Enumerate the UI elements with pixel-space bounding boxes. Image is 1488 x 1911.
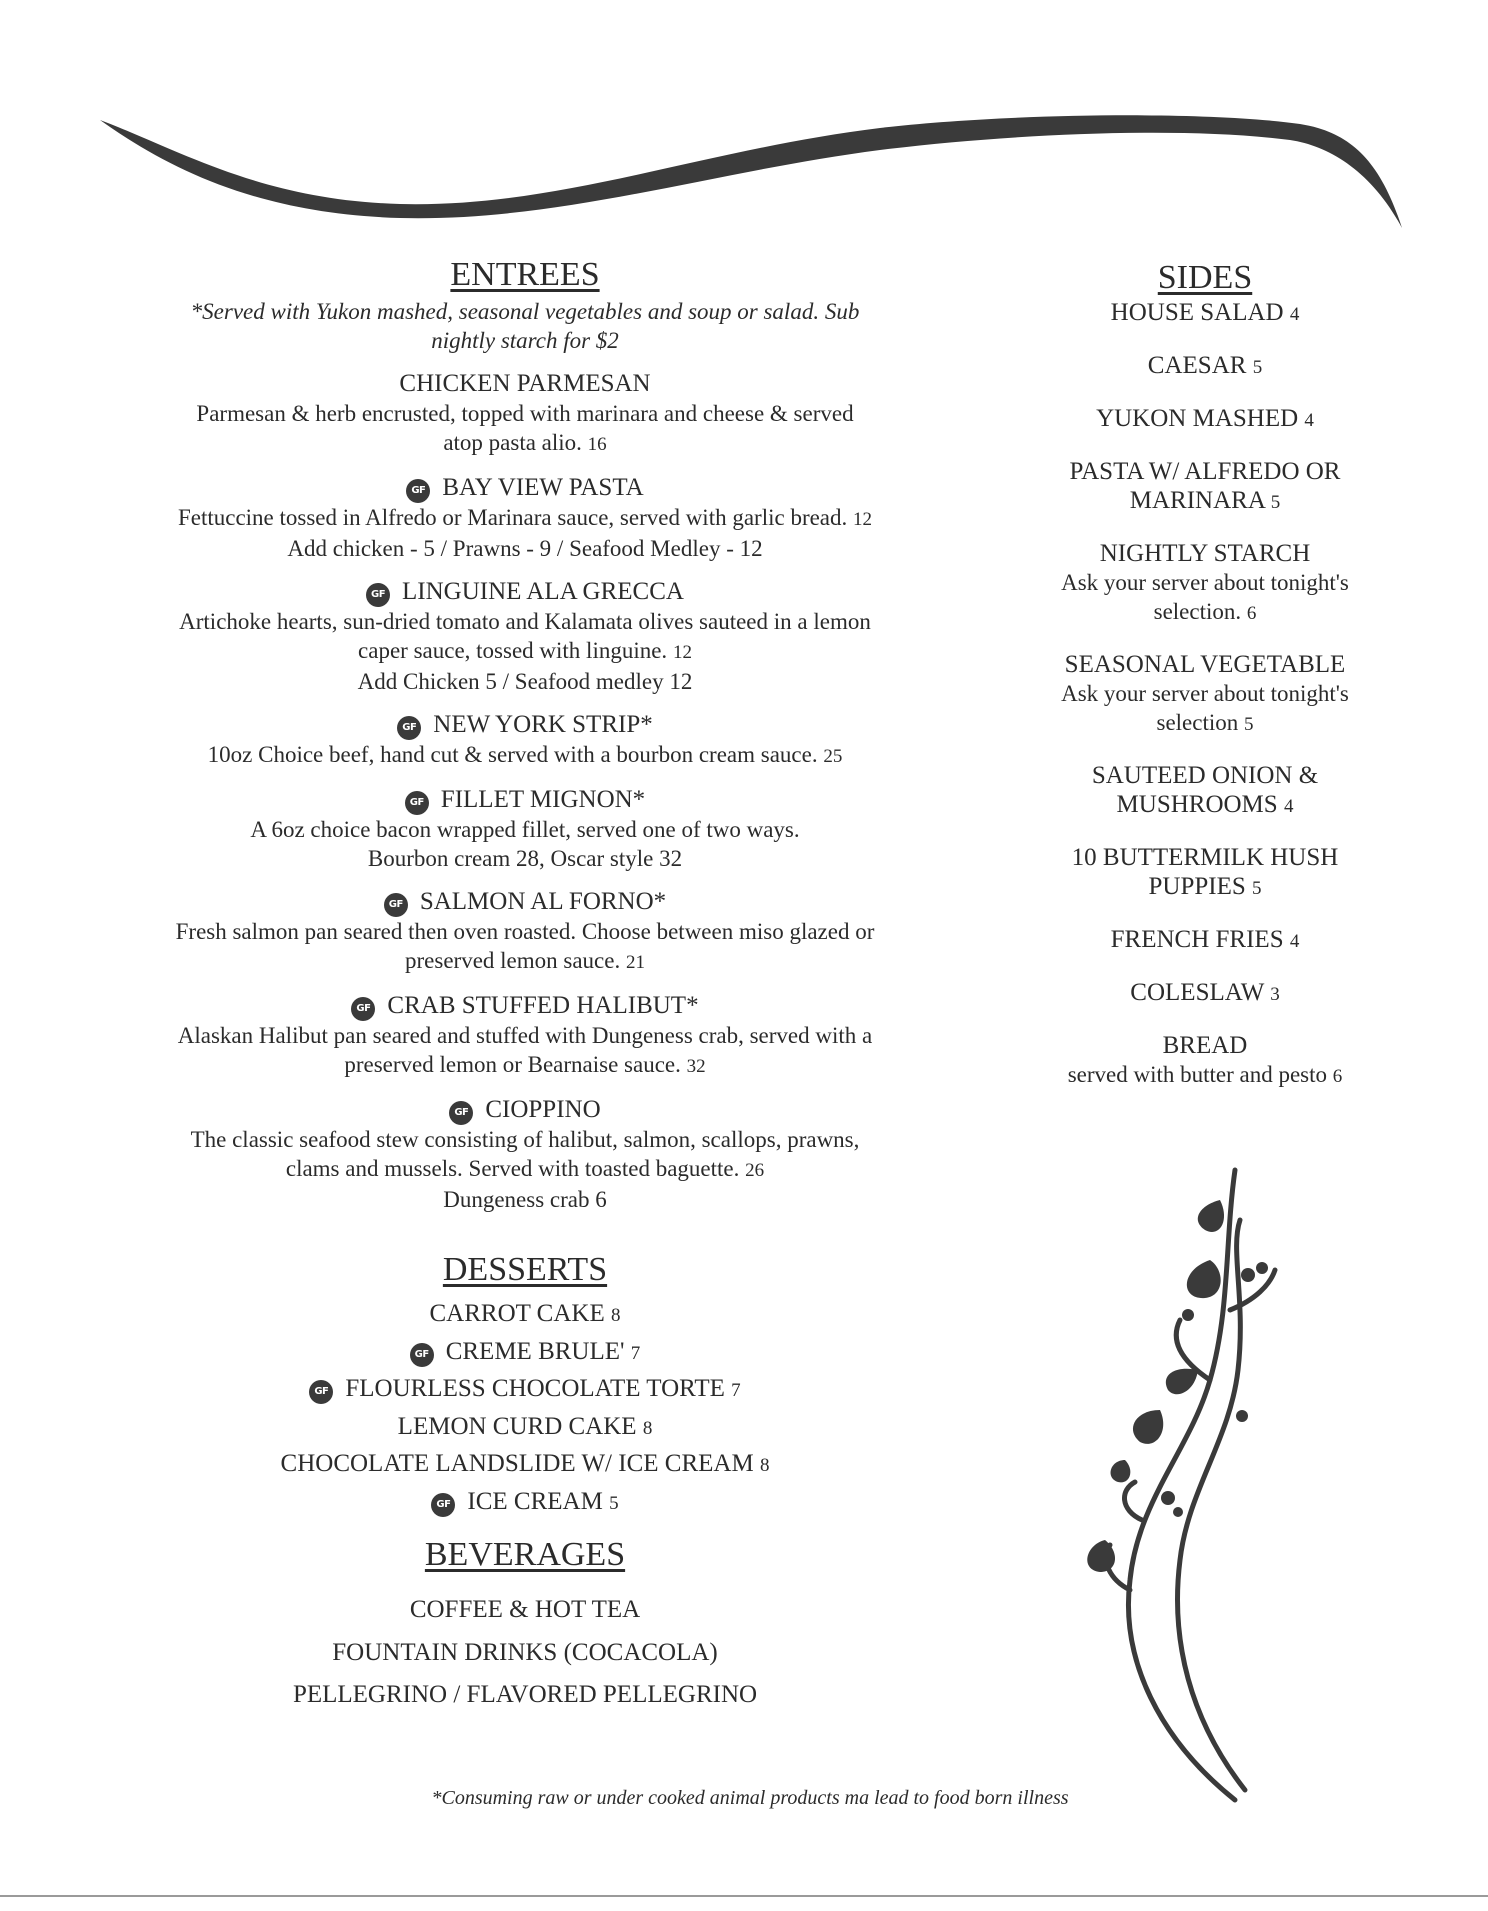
side-name-line <box>1010 351 1400 382</box>
side-name-line <box>1010 843 1400 872</box>
side-name-text: NIGHTLY STARCH <box>1099 540 1311 567</box>
side-description-line <box>1010 597 1400 628</box>
entree-price: 12 <box>672 642 692 663</box>
desserts-list <box>100 1296 950 1521</box>
side-item <box>1010 978 1400 1009</box>
entree-description-text: caper sauce, tossed with linguine. <box>358 638 668 663</box>
side-name-text: 10 BUTTERMILK HUSH <box>1071 844 1339 871</box>
dessert-name: ICE CREAM <box>467 1487 603 1515</box>
entree-description-text: preserved lemon sauce. <box>405 948 621 973</box>
side-description-line <box>1010 1060 1400 1091</box>
entree-item <box>100 991 950 1081</box>
entree-name-text: CRAB STUFFED HALIBUT* <box>387 992 699 1019</box>
side-name-line <box>1010 1031 1400 1060</box>
gluten-free-icon: GF <box>449 1101 473 1125</box>
entree-item <box>100 785 950 873</box>
entree-name-text: FILLET MIGNON* <box>440 786 646 813</box>
side-name-text: PASTA W/ ALFREDO OR <box>1069 458 1341 485</box>
entree-name <box>100 991 950 1021</box>
dessert-price: 7 <box>731 1380 741 1401</box>
entree-item <box>100 369 950 459</box>
side-item <box>1010 457 1400 517</box>
side-price: 5 <box>1244 714 1254 735</box>
beverage-item: FOUNTAIN DRINKS (COCACOLA) <box>332 1638 718 1666</box>
entree-description-line <box>100 1185 950 1214</box>
dessert-price: 8 <box>642 1417 653 1439</box>
top-swoosh-ornament <box>0 0 1488 260</box>
side-price: 5 <box>1252 878 1262 899</box>
entree-price: 32 <box>686 1056 706 1077</box>
dessert-name: CHOCOLATE LANDSLIDE W/ ICE CREAM <box>280 1450 754 1477</box>
gluten-free-icon: GF <box>366 583 390 607</box>
dessert-price: 7 <box>630 1342 641 1364</box>
side-name-text: SEASONAL VEGETABLE <box>1064 651 1346 678</box>
entree-description-line <box>100 636 950 667</box>
dessert-price: 5 <box>609 1492 619 1514</box>
entree-price: 12 <box>853 509 873 530</box>
beverages-list <box>100 1589 950 1717</box>
entree-description-line <box>100 503 950 534</box>
side-price: 6 <box>1246 603 1257 624</box>
side-price: 3 <box>1270 984 1280 1005</box>
entree-item <box>100 710 950 771</box>
entree-description-line <box>100 428 950 459</box>
gluten-free-icon: GF <box>410 1343 434 1367</box>
entree-description-text: Fresh salmon pan seared then oven roasted. Choose between miso glazed or <box>175 919 875 944</box>
side-name-text: YUKON MASHED <box>1096 405 1299 432</box>
entree-description-text: Alaskan Halibut pan seared and stuffed with Dungeness crab, served with a <box>177 1023 873 1048</box>
side-description-text: selection <box>1156 710 1239 735</box>
entree-name-text: NEW YORK STRIP* <box>433 711 653 738</box>
beverage-item: COFFEE & HOT TEA <box>409 1596 641 1623</box>
gluten-free-icon: GF <box>384 893 408 917</box>
side-description-text: Ask your server about tonight's <box>1061 681 1349 706</box>
entree-name <box>100 785 950 815</box>
entree-name-text: BAY VIEW PASTA <box>442 474 644 501</box>
side-price: 4 <box>1283 796 1294 817</box>
entree-price: 25 <box>823 746 843 767</box>
side-name-text: HOUSE SALAD <box>1110 299 1284 326</box>
side-price: 4 <box>1289 931 1300 952</box>
entree-description-text: Add chicken - 5 / Prawns - 9 / Seafood Medley - 12 <box>287 536 763 561</box>
entree-description-text: A 6oz choice bacon wrapped fillet, served one of two ways. <box>250 817 800 842</box>
side-item <box>1010 1031 1400 1091</box>
entree-description-text: atop pasta alio. <box>443 430 582 455</box>
entree-description-line <box>100 607 950 636</box>
entree-description-line <box>100 946 950 977</box>
entree-name <box>100 473 950 503</box>
side-item <box>1010 351 1400 382</box>
entree-item <box>100 473 950 563</box>
desserts-heading: DESSERTS <box>442 1251 608 1288</box>
beverages-heading: BEVERAGES <box>424 1536 626 1573</box>
entree-name <box>100 1095 950 1125</box>
entree-description-line <box>100 1021 950 1050</box>
entree-price: 21 <box>625 952 645 973</box>
side-name-line <box>1010 872 1400 903</box>
side-name-line <box>1010 650 1400 679</box>
entree-description-text: Artichoke hearts, sun-dried tomato and Kalamata olives sauteed in a lemon <box>179 609 871 634</box>
entree-description-line <box>100 399 950 428</box>
entrees-note: *Served with Yukon mashed, seasonal vegetables and soup or salad. Sub nightly starch for $2 <box>190 299 860 353</box>
entree-description-line <box>100 844 950 873</box>
entree-description-line <box>100 1050 950 1081</box>
entree-name <box>100 887 950 917</box>
side-name-text: CAESAR <box>1147 352 1247 379</box>
side-name-text: MARINARA <box>1129 487 1265 514</box>
entree-name-text: LINGUINE ALA GRECCA <box>402 578 684 605</box>
entree-price: 16 <box>587 434 607 455</box>
side-description-line <box>1010 708 1400 739</box>
entree-description-line <box>100 667 950 696</box>
gluten-free-icon: GF <box>406 479 430 503</box>
side-description-text: Ask your server about tonight's <box>1061 570 1349 595</box>
side-item <box>1010 539 1400 628</box>
gluten-free-icon: GF <box>309 1380 333 1404</box>
bottom-divider <box>0 1895 1488 1897</box>
side-item <box>1010 650 1400 739</box>
side-name-line <box>1010 298 1400 329</box>
side-price: 4 <box>1289 304 1300 325</box>
side-price: 5 <box>1270 492 1281 513</box>
entree-item <box>100 887 950 977</box>
entree-description-text: Add Chicken 5 / Seafood medley 12 <box>357 669 693 694</box>
entree-description-line <box>100 815 950 844</box>
entree-name-text: CIOPPINO <box>485 1096 601 1123</box>
side-name-text: BREAD <box>1162 1032 1248 1059</box>
dessert-name: CARROT CAKE <box>429 1300 605 1327</box>
side-item <box>1010 404 1400 435</box>
entree-description-text: Bourbon cream 28, Oscar style 32 <box>367 846 683 871</box>
entree-name <box>100 577 950 607</box>
entree-name-text: CHICKEN PARMESAN <box>399 370 651 397</box>
entree-name-text: SALMON AL FORNO* <box>419 888 667 915</box>
gluten-free-icon: GF <box>431 1493 455 1517</box>
beverage-item: PELLEGRINO / FLAVORED PELLEGRINO <box>292 1681 758 1708</box>
side-description-line <box>1010 568 1400 597</box>
side-item <box>1010 298 1400 329</box>
vine-ornament <box>1080 1160 1280 1810</box>
entrees-heading: ENTREES <box>450 256 600 293</box>
side-name-line <box>1010 925 1400 956</box>
dessert-price: 8 <box>611 1305 621 1326</box>
entree-item <box>100 577 950 696</box>
dessert-item <box>100 1484 950 1522</box>
side-price: 6 <box>1332 1066 1343 1087</box>
dessert-item <box>100 1446 950 1484</box>
footnote: *Consuming raw or under cooked animal products ma lead to food born illness <box>431 1787 1069 1809</box>
entree-name <box>100 369 950 399</box>
gluten-free-icon: GF <box>351 997 375 1021</box>
entree-description-text: preserved lemon or Bearnaise sauce. <box>344 1052 681 1077</box>
entree-name <box>100 710 950 740</box>
gluten-free-icon: GF <box>405 791 429 815</box>
side-name-line <box>1010 404 1400 435</box>
entree-description-text: 10oz Choice beef, hand cut & served with a bourbon cream sauce. <box>207 742 818 767</box>
side-name-line <box>1010 539 1400 568</box>
side-description-text: served with butter and pesto <box>1067 1062 1328 1087</box>
side-name-text: COLESLAW <box>1130 979 1264 1006</box>
side-name-text: FRENCH FRIES <box>1110 926 1284 953</box>
side-item <box>1010 843 1400 903</box>
entree-description-line <box>100 534 950 563</box>
side-name-line <box>1010 978 1400 1009</box>
dessert-item <box>100 1371 950 1409</box>
side-price: 4 <box>1304 410 1314 431</box>
dessert-item <box>100 1296 950 1334</box>
side-item <box>1010 761 1400 821</box>
dessert-item <box>100 1409 950 1447</box>
side-price: 5 <box>1252 357 1263 378</box>
entrees-column <box>100 255 950 1717</box>
entree-description-line <box>100 740 950 771</box>
entree-description-line <box>100 1154 950 1185</box>
dessert-name: LEMON CURD CAKE <box>397 1412 637 1440</box>
sides-column <box>1010 258 1400 1113</box>
entree-item <box>100 1095 950 1214</box>
entrees-list <box>100 369 950 1214</box>
entree-description-line <box>100 1125 950 1154</box>
entree-price: 26 <box>745 1160 765 1181</box>
side-name-text: SAUTEED ONION & <box>1091 762 1319 789</box>
side-name-text: PUPPIES <box>1148 873 1246 900</box>
side-name-line <box>1010 457 1400 486</box>
side-name-text: MUSHROOMS <box>1116 791 1278 818</box>
dessert-name: FLOURLESS CHOCOLATE TORTE <box>345 1375 725 1402</box>
side-description-line <box>1010 679 1400 708</box>
entree-description-text: Dungeness crab 6 <box>443 1187 607 1212</box>
dessert-item <box>100 1334 950 1372</box>
entree-description-text: Parmesan & herb encrusted, topped with marinara and cheese & served <box>196 401 854 426</box>
dessert-price: 8 <box>759 1455 770 1476</box>
side-name-line <box>1010 761 1400 790</box>
side-name-line <box>1010 486 1400 517</box>
dessert-name: CREME BRULE' <box>445 1337 625 1365</box>
side-item <box>1010 925 1400 956</box>
gluten-free-icon: GF <box>397 716 421 740</box>
side-description-text: selection. <box>1153 599 1242 624</box>
entree-description-text: Fettuccine tossed in Alfredo or Marinara sauce, served with garlic bread. <box>177 505 848 530</box>
sides-list <box>1010 298 1400 1091</box>
entree-description-line <box>100 917 950 946</box>
sides-heading: SIDES <box>1157 259 1253 296</box>
entree-description-text: clams and mussels. Served with toasted baguette. <box>285 1156 740 1181</box>
side-name-line <box>1010 790 1400 821</box>
entree-description-text: The classic seafood stew consisting of halibut, salmon, scallops, prawns, <box>190 1127 860 1152</box>
